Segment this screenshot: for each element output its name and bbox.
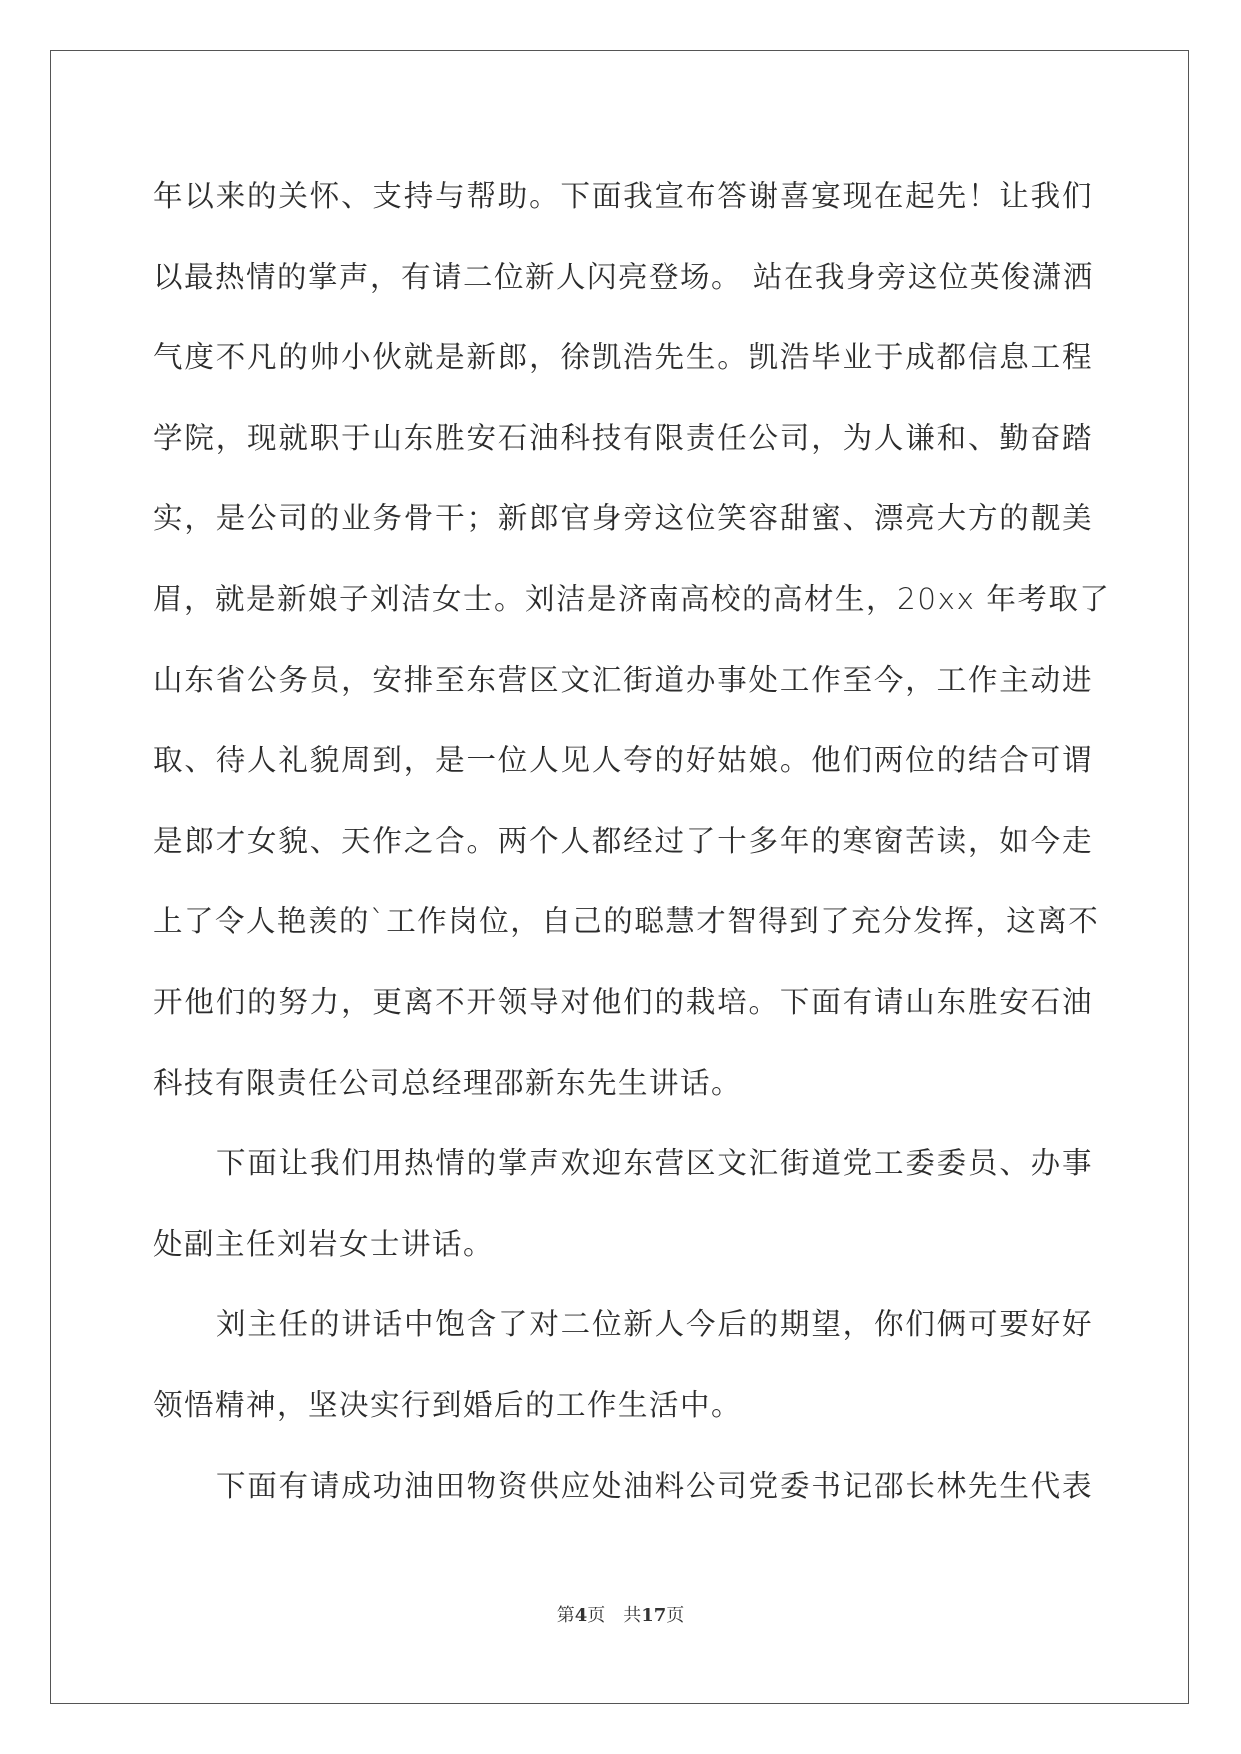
text-line: 山东省公务员，安排至东营区文汇街道办事处工作至今，工作主动进 xyxy=(153,662,1093,697)
text-line: 取、待人礼貌周到，是一位人见人夸的好姑娘。他们两位的结合可谓 xyxy=(153,743,1093,778)
text-line: 实，是公司的业务骨干；新郎官身旁这位笑容甜蜜、漂亮大方的靓美 xyxy=(153,501,1093,536)
text-line: 眉，就是新娘子刘洁女士。刘洁是济南高校的高材生，20xx 年考取了 xyxy=(153,581,1111,616)
total-pages: 17 xyxy=(641,1605,667,1626)
text-line: 下面有请成功油田物资供应处油料公司党委书记邵长林先生代表 xyxy=(216,1468,1093,1503)
footer-page-unit: 页 xyxy=(587,1605,606,1626)
text-line: 气度不凡的帅小伙就是新郎，徐凯浩先生。凯浩毕业于成都信息工程 xyxy=(153,340,1093,375)
page-number: 4 xyxy=(574,1605,588,1626)
text-line: 学院，现就职于山东胜安石油科技有限责任公司，为人谦和、勤奋踏 xyxy=(153,420,1093,455)
text-line: 下面让我们用热情的掌声欢迎东营区文汇街道党工委委员、办事 xyxy=(216,1146,1093,1181)
page-footer xyxy=(0,1601,1241,1627)
text-line: 领悟精神，坚决实行到婚后的工作生活中。 xyxy=(153,1387,743,1422)
text-line: 科技有限责任公司总经理邵新东先生讲话。 xyxy=(153,1065,743,1100)
text-line: 上了令人艳羡的`工作岗位，自己的聪慧才智得到了充分发挥，这离不 xyxy=(153,904,1100,939)
text-line: 处副主任刘岩女士讲话。 xyxy=(153,1226,495,1261)
text-line: 以最热情的掌声，有请二位新人闪亮登场。 站在我身旁这位英俊潇洒 xyxy=(153,259,1094,294)
text-line: 是郎才女貌、天作之合。两个人都经过了十多年的寒窗苦读，如今走 xyxy=(153,823,1093,858)
text-line: 刘主任的讲话中饱含了对二位新人今后的期望，你们俩可要好好 xyxy=(216,1307,1093,1342)
footer-prefix: 第 xyxy=(556,1605,575,1626)
footer-total-prefix: 共 xyxy=(623,1605,642,1626)
text-line: 年以来的关怀、支持与帮助。下面我宣布答谢喜宴现在起先！让我们 xyxy=(153,179,1093,213)
text-line: 开他们的努力，更离不开领导对他们的栽培。下面有请山东胜安石油 xyxy=(153,984,1093,1019)
footer-total-unit: 页 xyxy=(666,1605,685,1626)
document-body xyxy=(153,156,1111,1526)
